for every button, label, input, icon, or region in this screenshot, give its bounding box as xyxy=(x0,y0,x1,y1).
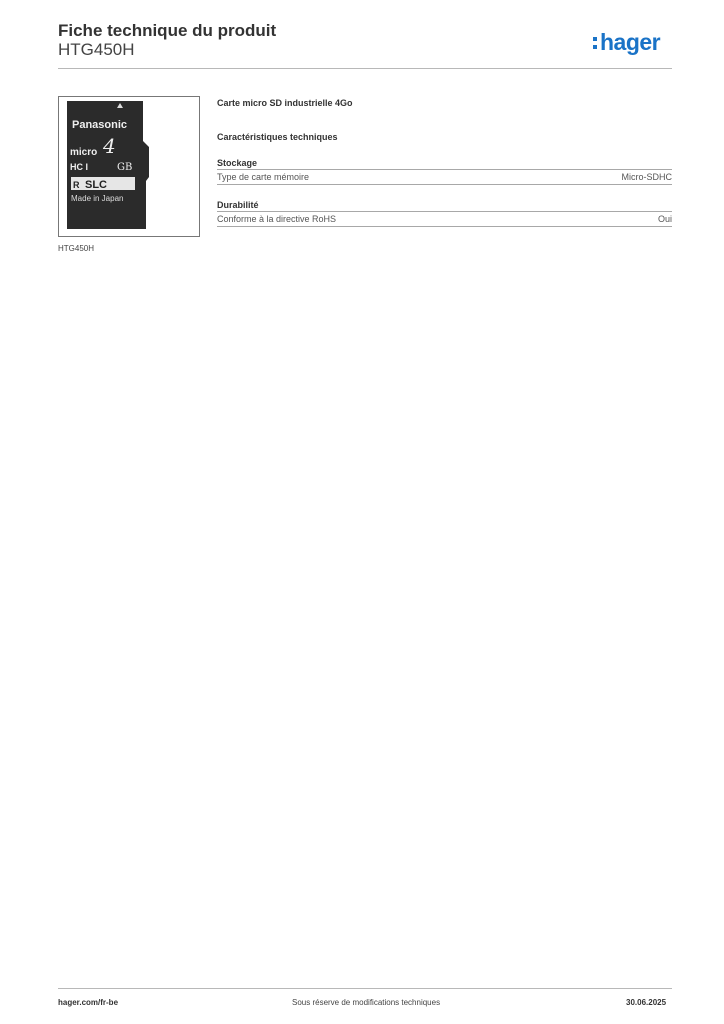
technical-specs-heading: Caractéristiques techniques xyxy=(217,132,338,142)
page-title: Fiche technique du produit xyxy=(58,21,277,40)
footer-divider xyxy=(58,988,672,989)
spec-row xyxy=(217,211,672,227)
hager-logo xyxy=(592,28,674,58)
spec-group-title: Stockage xyxy=(217,158,258,168)
spec-group-title: Durabilité xyxy=(217,200,259,210)
micro-sd-card-image xyxy=(59,97,199,236)
spec-label: Type de carte mémoire xyxy=(217,172,310,182)
product-reference: HTG450H xyxy=(58,40,135,59)
spec-label: Conforme à la directive RoHS xyxy=(217,214,337,224)
spec-row xyxy=(217,169,672,185)
product-details xyxy=(217,97,672,227)
spec-group-durability xyxy=(217,199,672,227)
spec-value: Oui xyxy=(657,214,672,224)
footer-disclaimer: Sous réserve de modifications techniques xyxy=(292,998,441,1007)
logo-text: hager xyxy=(600,29,661,55)
card-capacity-number: 4 xyxy=(103,134,116,158)
header-divider xyxy=(58,68,672,69)
product-name: Carte micro SD industrielle 4Go xyxy=(217,98,353,108)
card-logo: micro xyxy=(70,147,98,158)
image-caption: HTG450H xyxy=(58,244,95,253)
card-origin: Made in Japan xyxy=(71,194,124,203)
card-brand: Panasonic xyxy=(72,119,128,131)
footer-website-link[interactable]: hager.com/fr-be xyxy=(58,998,119,1007)
footer-date: 30.06.2025 xyxy=(626,998,667,1007)
spec-group-storage xyxy=(217,157,672,185)
card-slc-mark: SLC xyxy=(85,179,107,191)
spec-value: Micro-SDHC xyxy=(621,172,672,182)
product-image xyxy=(58,96,200,237)
card-hc-mark: HC I xyxy=(70,162,88,172)
card-capacity-unit: GB xyxy=(117,162,133,173)
card-r-mark: R xyxy=(73,180,80,190)
